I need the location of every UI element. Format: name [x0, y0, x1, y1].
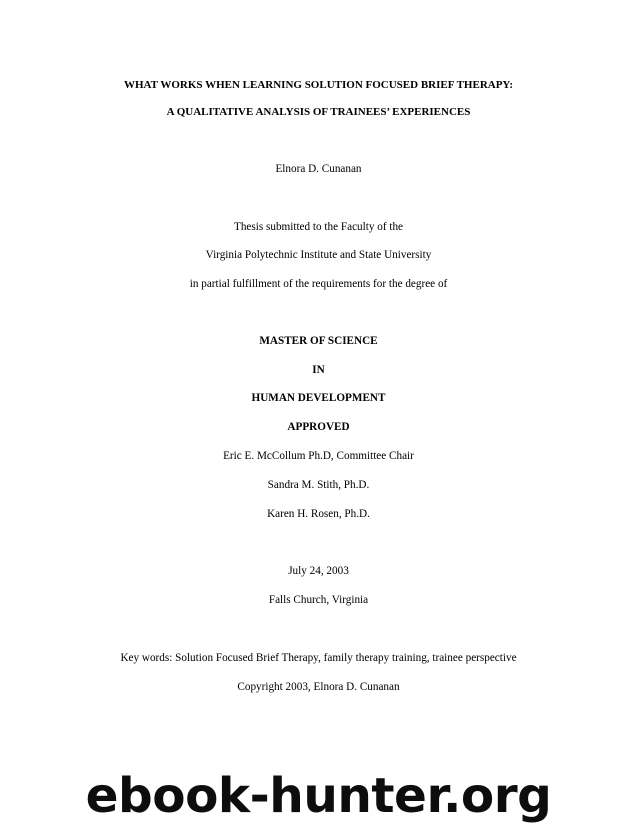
thesis-date: July 24, 2003: [288, 565, 349, 577]
keywords: Key words: Solution Focused Brief Therapy, family therapy training, trainee perspective: [120, 652, 517, 664]
submission-line-2: Virginia Polytechnic Institute and State University: [205, 249, 432, 261]
committee-member: Karen H. Rosen, Ph.D.: [267, 508, 370, 520]
thesis-location: Falls Church, Virginia: [268, 594, 369, 606]
submission-line-1: Thesis submitted to the Faculty of the: [233, 221, 404, 233]
committee-member-chair: Eric E. McCollum Ph.D, Committee Chair: [223, 450, 414, 462]
degree-line-1: MASTER OF SCIENCE: [259, 335, 378, 347]
approved-heading: APPROVED: [287, 421, 350, 433]
committee-member: Sandra M. Stith, Ph.D.: [267, 479, 370, 491]
submission-line-3: in partial fulfillment of the requirements for the degree of: [189, 278, 448, 290]
copyright-notice: Copyright 2003, Elnora D. Cunanan: [237, 681, 400, 693]
thesis-title-line-1: WHAT WORKS WHEN LEARNING SOLUTION FOCUSED BRIEF THERAPY:: [123, 79, 514, 91]
author-name: Elnora D. Cunanan: [275, 163, 362, 175]
degree-line-2: IN: [312, 364, 325, 376]
thesis-title-line-2: A QUALITATIVE ANALYSIS OF TRAINEES’ EXPERIENCES: [166, 106, 471, 118]
watermark: ebook-hunter.org: [85, 768, 552, 824]
degree-line-3: HUMAN DEVELOPMENT: [251, 392, 386, 404]
